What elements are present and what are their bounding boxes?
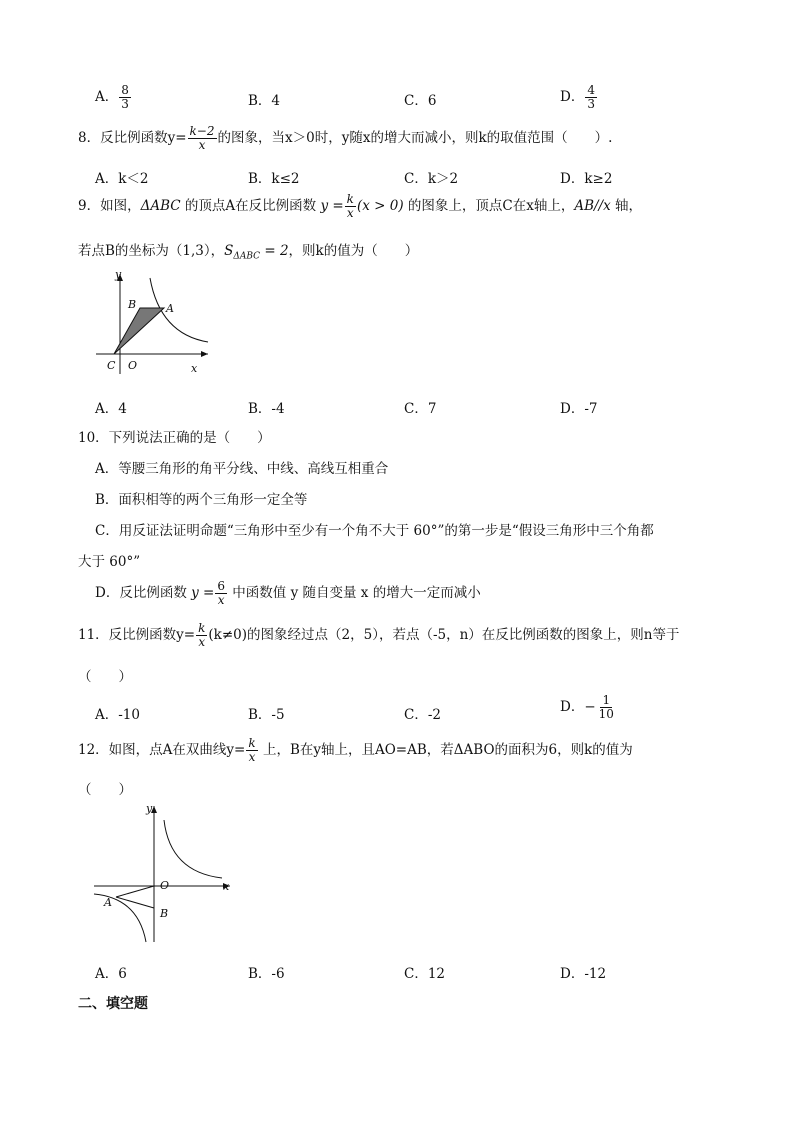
q8-option-a: A．k＜2 [95, 171, 149, 187]
q7-option-c [404, 89, 436, 109]
q10-option-c-line1: C．用反证法证明命题“三角形中至少有一个角不大于 60°”的第一步是“假设三角形中三个角都 [95, 523, 654, 539]
option-label: D．− [560, 699, 596, 715]
label-y: y [146, 802, 153, 815]
q12-option-c: C．12 [404, 966, 446, 982]
fraction [585, 84, 597, 111]
q12-stem [78, 737, 633, 764]
section-heading: 二、填空题 [78, 996, 148, 1012]
q11-option-a: A．-10 [95, 707, 140, 723]
q9-stem-line2 [78, 239, 418, 262]
x-axis-arrow [201, 351, 208, 357]
numerator: 8 [121, 83, 129, 97]
math: AB//x [574, 198, 611, 214]
denominator: x [217, 593, 225, 607]
q10-option-d [95, 580, 481, 607]
stem-text: 的图象，当x＞0时，y随x的增大而减小，则k的取值范围（ ）. [217, 130, 613, 146]
hyperbola-branch-1 [164, 820, 222, 878]
denominator: 10 [598, 707, 614, 721]
q11-paren: （ ） [78, 669, 132, 685]
math: = 2 [260, 243, 289, 259]
math: y = [191, 585, 215, 601]
q8-stem [78, 125, 612, 152]
q12-option-d: D．-12 [560, 966, 607, 982]
math-subscript: ΔABC [233, 251, 261, 262]
q10-stem: 10．下列说法正确的是（ ） [78, 430, 271, 446]
stem-text: 轴， [610, 198, 643, 214]
math: (x > 0) [356, 198, 404, 214]
stem-text: 12．如图，点A在双曲线y= [78, 742, 246, 758]
denominator: 3 [587, 97, 595, 111]
q9-option-d: D．-7 [560, 401, 598, 417]
label-x: x [223, 880, 230, 893]
label-o: O [128, 359, 138, 372]
q11-stem [78, 622, 680, 649]
stem-text: 11．反比例函数y= [78, 627, 196, 643]
stem-text: 若点B的坐标为（1,3）， [78, 243, 225, 259]
stem-text: (k≠0)的图象经过点（2，5），若点（-5，n）在反比例函数的图象上，则n等于 [208, 627, 680, 643]
fraction [196, 622, 207, 649]
stem-text: 8．反比例函数y= [78, 130, 187, 146]
stem-text: 9．如图， [78, 198, 141, 214]
label-c: C [107, 359, 116, 372]
q10-option-b: B．面积相等的两个三角形一定全等 [95, 492, 308, 508]
q9-figure [90, 264, 215, 379]
numerator: k [248, 736, 256, 750]
option-value: 6 [427, 93, 437, 109]
option-label: B． [248, 93, 272, 109]
label-a: A [104, 896, 112, 909]
denominator: 3 [121, 97, 129, 111]
q7-option-d [560, 84, 598, 111]
q12-figure [90, 800, 240, 950]
option-text: D．反比例函数 [95, 585, 192, 601]
stem-text: 的图象上，顶点C在x轴上， [403, 198, 575, 214]
numerator: 6 [217, 579, 225, 593]
q7-option-b [248, 89, 280, 109]
fraction [188, 125, 217, 152]
segment-ao [116, 886, 154, 897]
numerator: k [346, 192, 354, 206]
label-b: B [160, 907, 169, 920]
q9-option-c: C．7 [404, 401, 437, 417]
label-a: A [166, 302, 174, 315]
q11-option-d [560, 694, 617, 721]
q7-option-a [95, 84, 132, 111]
q11-option-c: C．-2 [404, 707, 441, 723]
q8-option-b: B．k≤2 [248, 171, 300, 187]
numerator: k−2 [189, 124, 215, 138]
stem-text: 的顶点A在反比例函数 [180, 198, 321, 214]
q11-option-b: B．-5 [248, 707, 285, 723]
numerator: k [198, 621, 206, 635]
fraction [215, 580, 227, 607]
q12-option-b: B．-6 [248, 966, 285, 982]
denominator: x [346, 206, 354, 220]
option-label: C． [404, 93, 428, 109]
q9-stem-line1 [78, 193, 642, 220]
q9-option-b: B．-4 [248, 401, 285, 417]
denominator: x [248, 750, 256, 764]
fraction [246, 737, 257, 764]
label-o: O [160, 879, 170, 892]
denominator: x [198, 138, 206, 152]
hyperbola-branch-2 [94, 894, 146, 942]
label-x: x [191, 362, 198, 375]
option-value: 4 [271, 93, 281, 109]
q9-option-a: A．4 [95, 401, 127, 417]
q8-option-c: C．k＞2 [404, 171, 459, 187]
option-text: 中函数值 y 随自变量 x 的增大一定而减小 [228, 585, 481, 601]
fraction [597, 694, 616, 721]
math: S [224, 243, 234, 259]
q10-option-a: A．等腰三角形的角平分线、中线、高线互相重合 [95, 461, 389, 477]
stem-text: 上，B在y轴上，且AO=AB，若ΔABO的面积为6，则k的值为 [258, 742, 633, 758]
fraction [345, 193, 356, 220]
numerator: 1 [602, 693, 611, 707]
denominator: x [198, 635, 206, 649]
label-y: y [115, 268, 122, 281]
q8-option-d: D．k≥2 [560, 171, 613, 187]
fraction [119, 84, 131, 111]
label-b: B [128, 298, 137, 311]
q12-paren: （ ） [78, 782, 132, 798]
q12-option-a: A．6 [95, 966, 127, 982]
numerator: 4 [587, 83, 595, 97]
option-label: A． [95, 89, 119, 105]
math: ΔABC [140, 198, 181, 214]
math: y = [320, 198, 344, 214]
triangle-abc [114, 308, 164, 354]
stem-text: ，则k的值为（ ） [288, 243, 419, 259]
q10-option-c-line2: 大于 60°” [78, 554, 141, 570]
option-label: D． [560, 89, 585, 105]
